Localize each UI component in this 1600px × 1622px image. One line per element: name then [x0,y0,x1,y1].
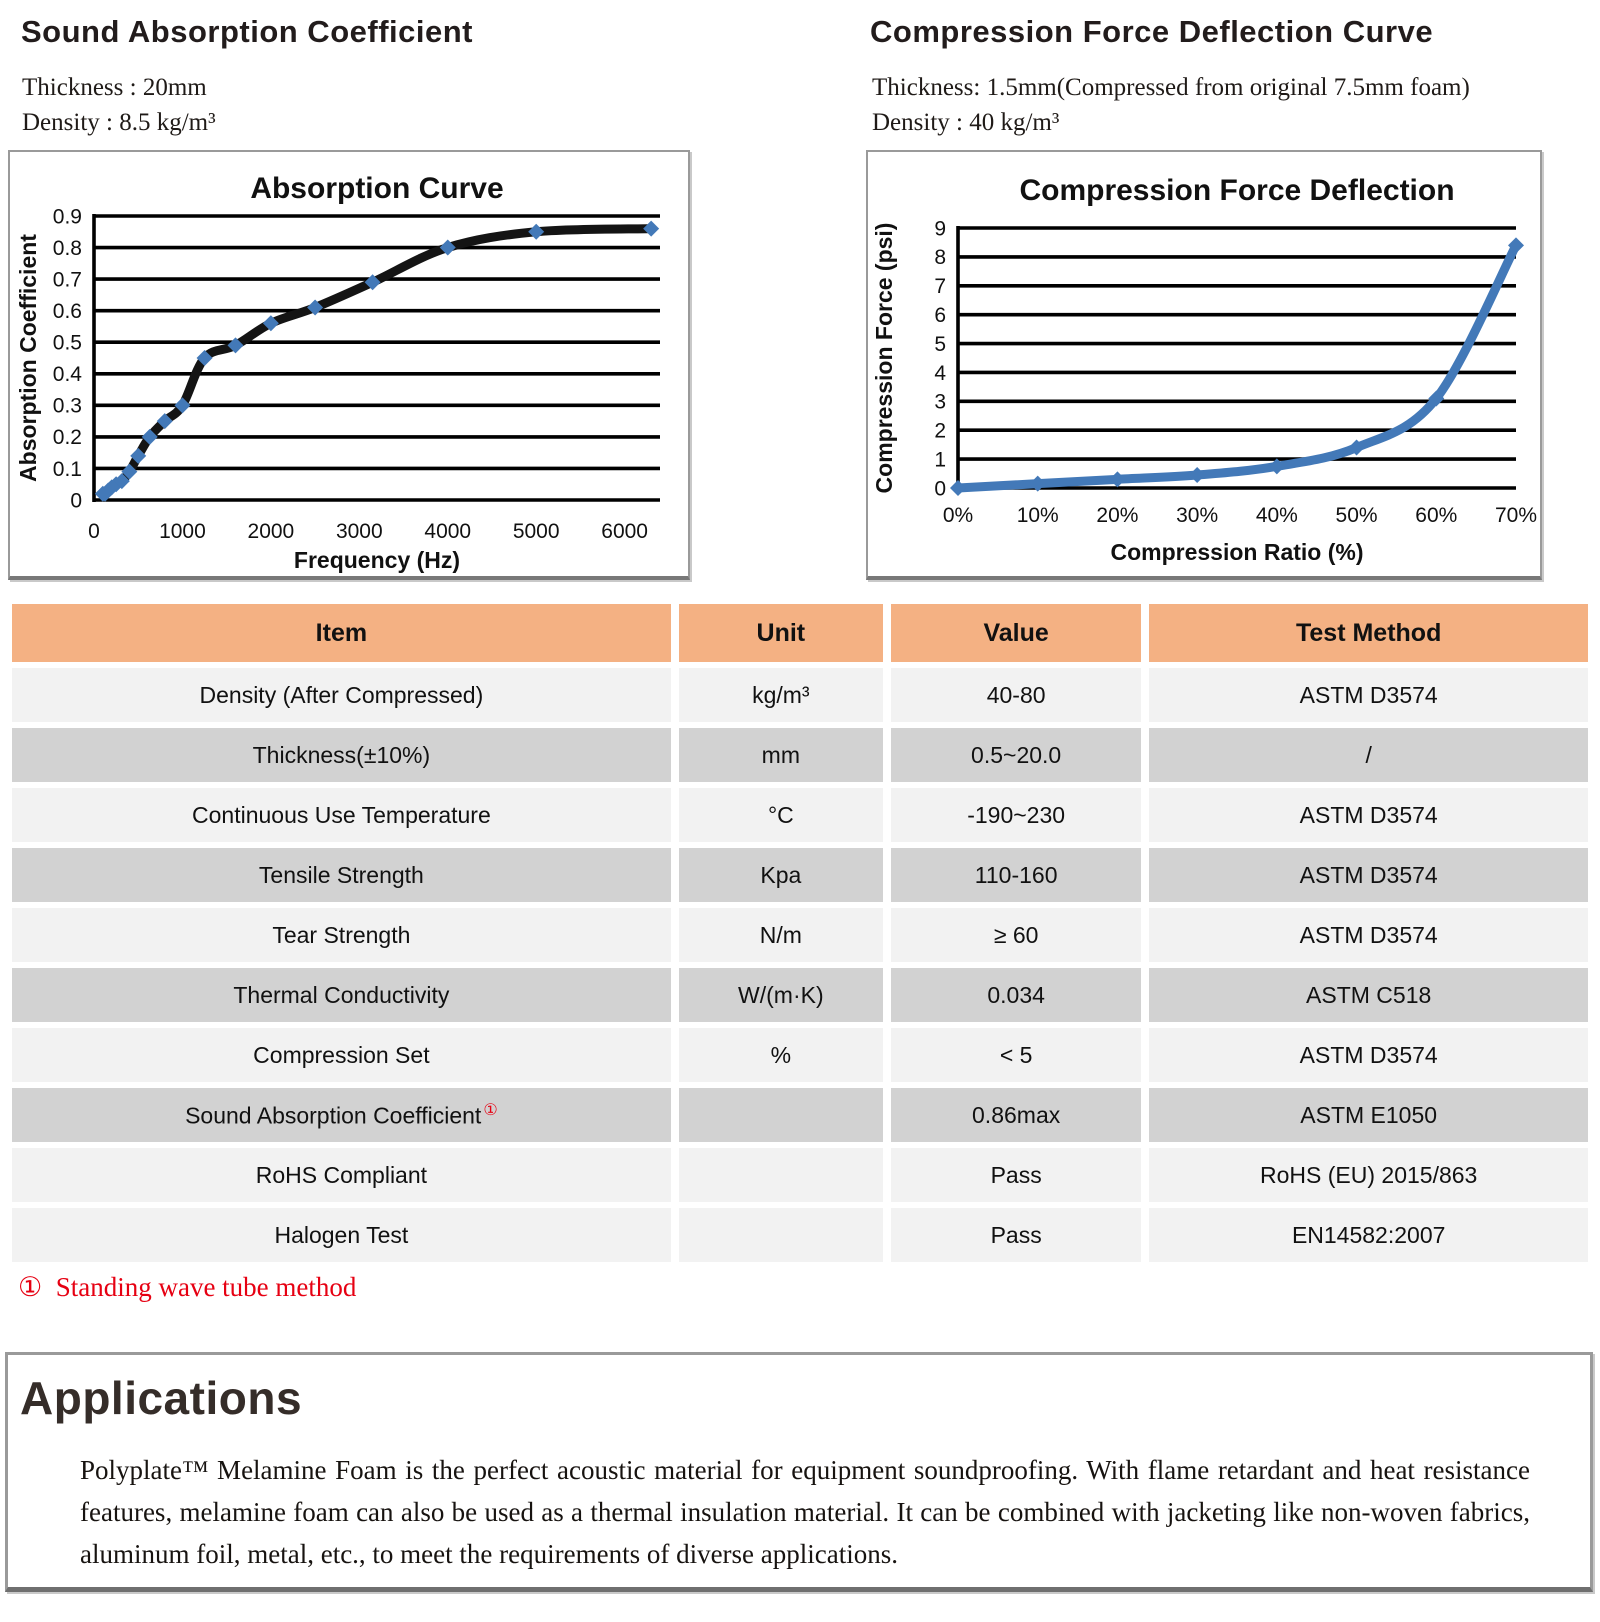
cell-value: 110-160 [891,848,1141,902]
footnote-marker: ① [483,1102,498,1120]
y-tick-label: 0.7 [52,268,82,292]
cell-unit: Kpa [679,848,883,902]
y-tick-label: 3 [934,390,946,414]
cell-item: Thickness(±10%) [12,728,671,782]
y-tick-label: 5 [934,332,946,356]
cell-unit: mm [679,728,883,782]
cell-value: 0.86max [891,1088,1141,1142]
data-point-marker [950,480,966,496]
cell-item: Tear Strength [12,908,671,962]
cell-value: Pass [891,1208,1141,1262]
data-curve [103,229,651,494]
table-row [12,908,1588,962]
y-tick-label: 0.6 [52,300,82,324]
y-tick-label: 9 [934,217,946,241]
compression-thickness-line: Thickness: 1.5mm(Compressed from original 7.5mm foam) [872,74,1470,101]
x-tick-label: 2000 [247,520,295,543]
header-item: Item [12,604,671,662]
cell-test-method: ASTM C518 [1149,968,1588,1022]
data-point-marker [528,224,544,240]
x-tick-label: 50% [1335,504,1378,527]
x-tick-label: 70% [1494,504,1538,527]
y-tick-label: 0.9 [52,205,82,229]
cell-unit: % [679,1028,883,1082]
cell-test-method: / [1149,728,1588,782]
cell-unit: W/(m·K) [679,968,883,1022]
cell-item: Density (After Compressed) [12,668,671,722]
applications-box [5,1352,1593,1592]
y-tick-label: 0.1 [52,457,82,481]
y-tick-label: 0.8 [52,236,82,260]
y-tick-label: 7 [934,275,946,299]
data-point-marker [1109,471,1125,487]
cell-item: Compression Set [12,1028,671,1082]
cell-item: RoHS Compliant [12,1148,671,1202]
cell-value: -190~230 [891,788,1141,842]
cell-item: Tensile Strength [12,848,671,902]
y-tick-label: 0.4 [52,363,82,387]
cell-test-method: ASTM D3574 [1149,788,1588,842]
sound-thickness-line: Thickness : 20mm [22,74,207,101]
cell-unit [679,1148,883,1202]
table-row [12,728,1588,782]
cell-item: Continuous Use Temperature [12,788,671,842]
x-tick-label: 1000 [159,520,206,543]
y-axis-title: Compression Force (psi) [871,222,897,494]
table-row [12,968,1588,1022]
applications-body: Polyplate™ Melamine Foam is the perfect acoustic material for equipment soundproofing. With flame retardant and heat resistance features, melamine foam can also be used as a thermal insulation material. It can be combined with jacketing like non-woven fabrics, aluminum foil, metal, etc., to meet the requirements of diverse applications. [80,1455,1530,1569]
y-tick-label: 4 [934,361,946,385]
cell-test-method: RoHS (EU) 2015/863 [1149,1148,1588,1202]
cell-test-method: ASTM E1050 [1149,1088,1588,1142]
table-row [12,788,1588,842]
cell-value: 0.034 [891,968,1141,1022]
cell-test-method: EN14582:2007 [1149,1208,1588,1262]
sound-absorption-subtitle [22,70,216,140]
cell-unit [679,1208,883,1262]
x-tick-label: 0% [942,504,974,527]
spec-table [4,598,1596,1268]
cell-test-method: ASTM D3574 [1149,848,1588,902]
sound-absorption-title: Sound Absorption Coefficient [21,14,473,49]
x-tick-label: 40% [1255,504,1298,527]
cell-unit: °C [679,788,883,842]
footnote: ① Standing wave tube method [18,1272,357,1302]
table-row [12,1028,1588,1082]
y-tick-label: 1 [934,448,946,472]
cell-test-method: ASTM D3574 [1149,668,1588,722]
table-row [12,848,1588,902]
y-tick-label: 0 [934,477,946,501]
cell-item: Sound Absorption Coefficient ① [12,1088,671,1142]
x-tick-label: 10% [1016,504,1059,527]
x-tick-label: 60% [1415,504,1458,527]
table-row [12,1148,1588,1202]
x-tick-label: 3000 [335,520,383,543]
cell-test-method: ASTM D3574 [1149,1028,1588,1082]
x-tick-label: 0 [88,520,100,543]
data-curve [958,245,1516,488]
spec-table-header-row [12,604,1588,662]
y-tick-label: 8 [934,246,946,270]
header-test-method: Test Method [1149,604,1588,662]
x-tick-label: 6000 [601,520,648,543]
x-axis-title: Frequency (Hz) [293,547,461,573]
chart-title: Absorption Curve [250,172,504,205]
cell-value: < 5 [891,1028,1141,1082]
header-value: Value [891,604,1141,662]
compression-chart-panel [866,150,1542,580]
x-tick-label: 5000 [512,520,560,543]
cell-unit: kg/m³ [679,668,883,722]
chart-title: Compression Force Deflection [1019,174,1455,207]
y-tick-label: 0 [70,489,82,513]
data-point-marker [643,221,659,237]
sound-density-line: Density : 8.5 kg/m³ [22,109,216,136]
y-tick-label: 0.3 [52,394,82,418]
cell-value: Pass [891,1148,1141,1202]
cell-item: Thermal Conductivity [12,968,671,1022]
table-row [12,668,1588,722]
cell-unit [679,1088,883,1142]
table-row [12,1208,1588,1262]
cell-test-method: ASTM D3574 [1149,908,1588,962]
compression-title: Compression Force Deflection Curve [870,14,1434,49]
y-tick-label: 2 [934,419,946,443]
compression-subtitle [872,70,1470,140]
y-axis-title: Absorption Coefficient [15,234,41,482]
x-axis-title: Compression Ratio (%) [1110,539,1364,565]
compression-density-line: Density : 40 kg/m³ [872,109,1060,136]
data-point-marker [1189,467,1205,483]
y-tick-label: 0.2 [52,426,82,450]
x-tick-label: 20% [1096,504,1139,527]
y-tick-label: 0.5 [52,331,82,355]
cell-value: 0.5~20.0 [891,728,1141,782]
header-unit: Unit [679,604,883,662]
cell-item: Halogen Test [12,1208,671,1262]
cell-value: ≥ 60 [891,908,1141,962]
compression-chart [868,152,1540,576]
cell-unit: N/m [679,908,883,962]
applications-title: Applications [20,1372,303,1424]
cell-value: 40-80 [891,668,1141,722]
table-row [12,1088,1588,1142]
y-tick-label: 6 [934,304,946,328]
x-tick-label: 30% [1176,504,1219,527]
absorption-chart [10,152,688,576]
x-tick-label: 4000 [424,520,472,543]
absorption-chart-panel [8,150,690,580]
